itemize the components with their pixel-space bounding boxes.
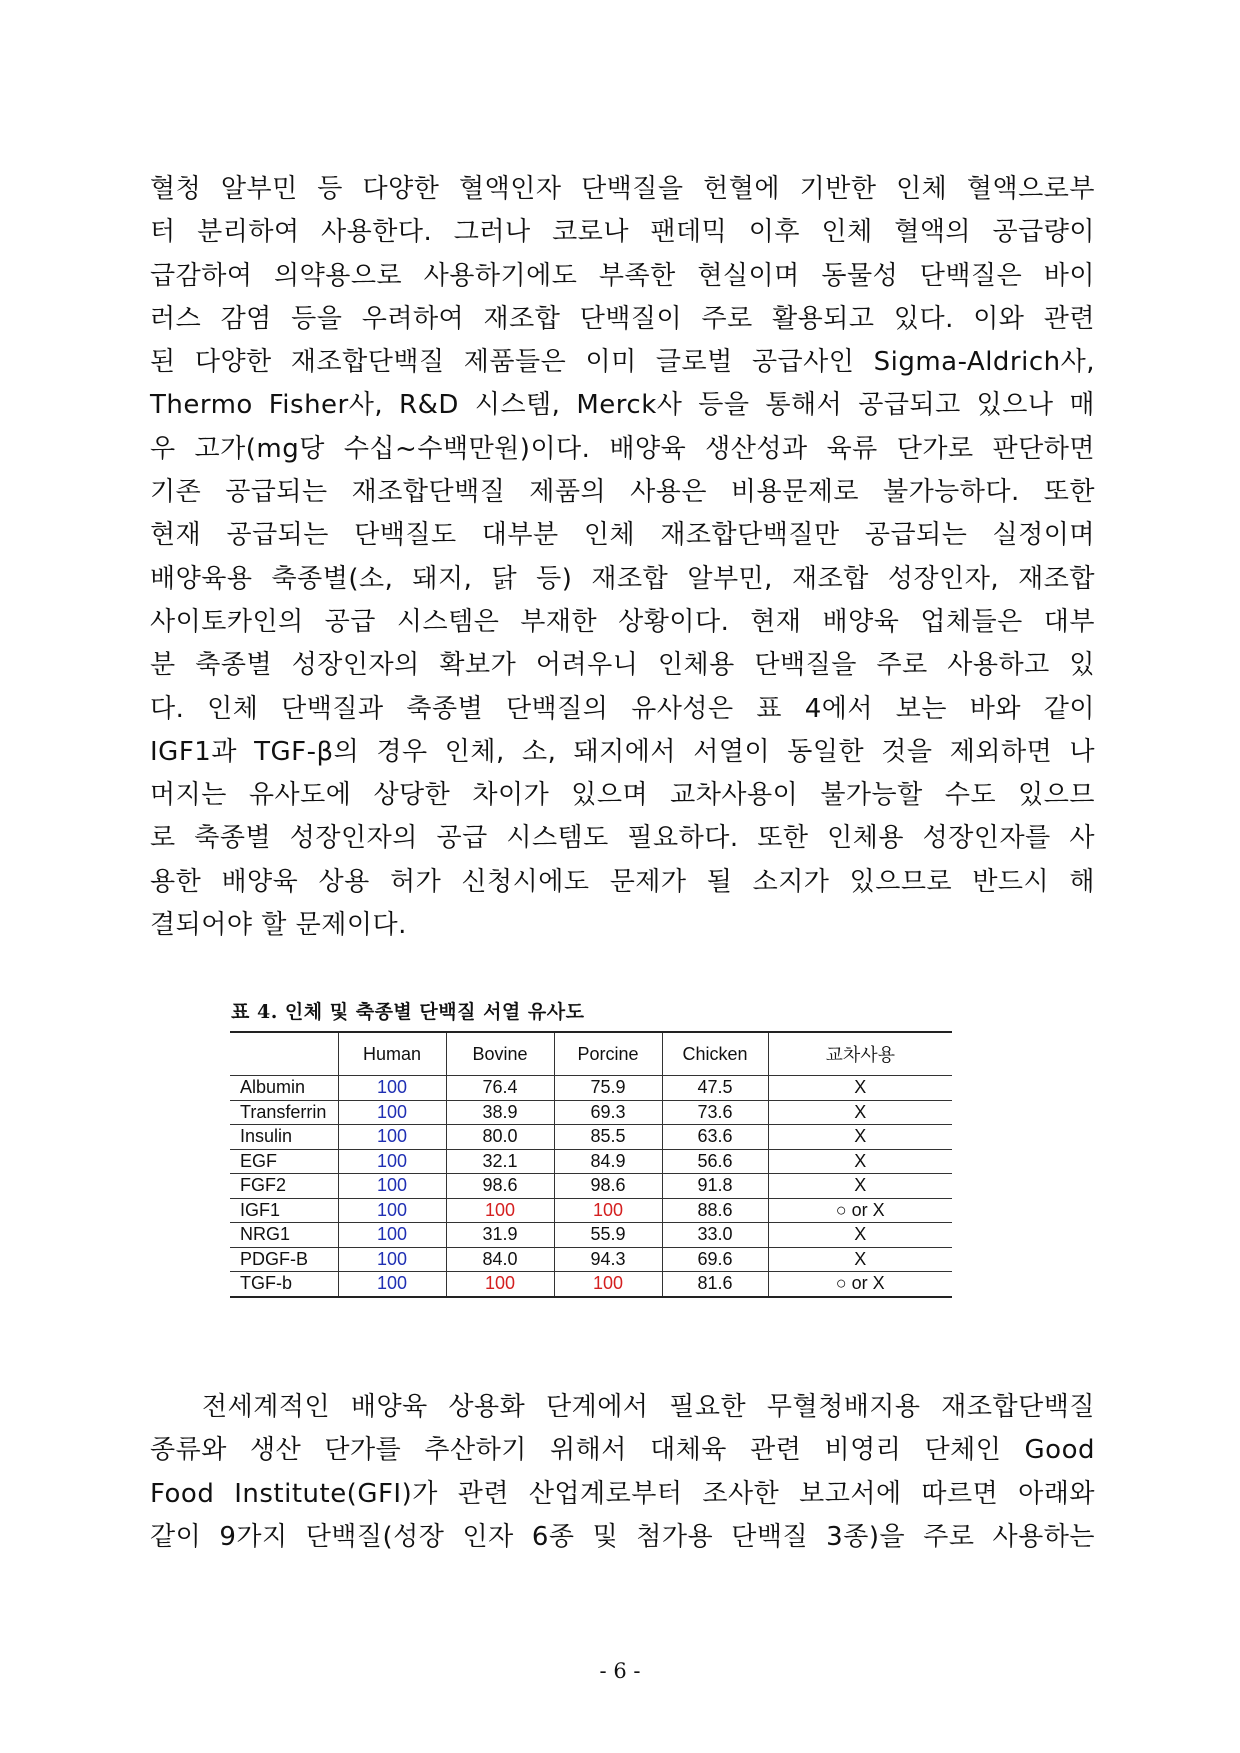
paragraph-line: 분 축종별 성장인자의 확보가 어려우니 인체용 단백질을 주로 사용하고 있 bbox=[150, 650, 1095, 681]
paragraph-line: 용한 배양육 상용 허가 신청시에도 문제가 될 소지가 있으므로 반드시 해 bbox=[150, 866, 1095, 897]
cell-cross-use: X bbox=[768, 1223, 952, 1248]
cell-bovine: 100 bbox=[446, 1198, 554, 1223]
paragraph-line: 전세계적인 배양육 상용화 단계에서 필요한 무혈청배지용 재조합단백질 bbox=[202, 1392, 1095, 1422]
cell-protein-name: TGF-b bbox=[230, 1272, 338, 1297]
table-row bbox=[230, 1125, 952, 1150]
table-row bbox=[230, 1076, 952, 1101]
cell-chicken: 33.0 bbox=[662, 1223, 768, 1248]
cell-bovine: 84.0 bbox=[446, 1247, 554, 1272]
paragraph-line: 종류와 생산 단가를 추산하기 위해서 대체육 관련 비영리 단체인 Good bbox=[150, 1435, 1095, 1466]
cell-chicken: 56.6 bbox=[662, 1149, 768, 1174]
cell-cross-use: X bbox=[768, 1076, 952, 1101]
page-number: - 6 - bbox=[599, 1659, 641, 1683]
table-row bbox=[230, 1247, 952, 1272]
cell-porcine: 69.3 bbox=[554, 1100, 662, 1125]
paragraph-line: 같이 9가지 단백질(성장 인자 6종 및 첨가용 단백질 3종)을 주로 사용하는 bbox=[150, 1521, 1095, 1552]
cell-cross-use: X bbox=[768, 1149, 952, 1174]
paragraph-line: 로 축종별 성장인자의 공급 시스템도 필요하다. 또한 인체용 성장인자를 사 bbox=[150, 823, 1095, 854]
cell-human: 100 bbox=[338, 1223, 446, 1248]
cell-chicken: 81.6 bbox=[662, 1272, 768, 1297]
cell-bovine: 31.9 bbox=[446, 1223, 554, 1248]
paragraph-line: 된 다양한 재조합단백질 제품들은 이미 글로벌 공급사인 Sigma-Aldrich사, bbox=[150, 347, 1095, 378]
table-row bbox=[230, 1174, 952, 1199]
cell-human: 100 bbox=[338, 1247, 446, 1272]
cell-bovine: 100 bbox=[446, 1272, 554, 1297]
paragraph-line: 배양육용 축종별(소, 돼지, 닭 등) 재조합 알부민, 재조합 성장인자, 재조합 bbox=[150, 563, 1095, 594]
cell-protein-name: PDGF-B bbox=[230, 1247, 338, 1272]
cell-bovine: 32.1 bbox=[446, 1149, 554, 1174]
cell-protein-name: NRG1 bbox=[230, 1223, 338, 1248]
cell-human: 100 bbox=[338, 1198, 446, 1223]
table-row bbox=[230, 1100, 952, 1125]
paragraph-line: 결되어야 할 문제이다. bbox=[150, 910, 407, 941]
paragraph-line: IGF1과 TGF-β의 경우 인체, 소, 돼지에서 서열이 동일한 것을 제외하면 나 bbox=[150, 736, 1095, 767]
table-row bbox=[230, 1198, 952, 1223]
cell-human: 100 bbox=[338, 1149, 446, 1174]
cell-chicken: 47.5 bbox=[662, 1076, 768, 1101]
header-cell-human: Human bbox=[338, 1032, 446, 1076]
cell-chicken: 73.6 bbox=[662, 1100, 768, 1125]
paragraph-line: 혈청 알부민 등 다양한 혈액인자 단백질을 헌혈에 기반한 인체 혈액으로부 bbox=[150, 174, 1095, 204]
cell-bovine: 38.9 bbox=[446, 1100, 554, 1125]
paragraph-line: Thermo Fisher사, R&D 시스템, Merck사 등을 통해서 공급되고 있으나 매 bbox=[150, 390, 1095, 421]
body-paragraph-1 bbox=[150, 168, 1095, 947]
table-row bbox=[230, 1149, 952, 1174]
cell-human: 100 bbox=[338, 1174, 446, 1199]
cell-porcine: 84.9 bbox=[554, 1149, 662, 1174]
cell-protein-name: EGF bbox=[230, 1149, 338, 1174]
paragraph-line: 머지는 유사도에 상당한 차이가 있으며 교차사용이 불가능할 수도 있으므 bbox=[150, 780, 1095, 811]
paragraph-line: 급감하여 의약용으로 사용하기에도 부족한 현실이며 동물성 단백질은 바이 bbox=[150, 260, 1095, 291]
cell-cross-use: X bbox=[768, 1100, 952, 1125]
paragraph-line: 터 분리하여 사용한다. 그러나 코로나 팬데믹 이후 인체 혈액의 공급량이 bbox=[150, 217, 1095, 248]
cell-porcine: 94.3 bbox=[554, 1247, 662, 1272]
paragraph-line: 다. 인체 단백질과 축종별 단백질의 유사성은 표 4에서 보는 바와 같이 bbox=[150, 693, 1095, 724]
cell-porcine: 98.6 bbox=[554, 1174, 662, 1199]
cell-bovine: 98.6 bbox=[446, 1174, 554, 1199]
cell-cross-use: ○ or X bbox=[768, 1198, 952, 1223]
cell-human: 100 bbox=[338, 1100, 446, 1125]
cell-protein-name: IGF1 bbox=[230, 1198, 338, 1223]
cell-cross-use: X bbox=[768, 1247, 952, 1272]
cell-porcine: 100 bbox=[554, 1198, 662, 1223]
body-paragraph-2 bbox=[150, 1386, 1095, 1559]
cell-porcine: 55.9 bbox=[554, 1223, 662, 1248]
cell-chicken: 69.6 bbox=[662, 1247, 768, 1272]
header-cell-bovine: Bovine bbox=[446, 1032, 554, 1076]
paragraph-line: 우 고가(mg당 수십~수백만원)이다. 배양육 생산성과 육류 단가로 판단하면 bbox=[150, 433, 1095, 464]
cell-protein-name: Transferrin bbox=[230, 1100, 338, 1125]
paragraph-line: 러스 감염 등을 우려하여 재조합 단백질이 주로 활용되고 있다. 이와 관련 bbox=[150, 303, 1095, 334]
table-header-row bbox=[230, 1032, 952, 1076]
header-cell-porcine: Porcine bbox=[554, 1032, 662, 1076]
paragraph-line: 사이토카인의 공급 시스템은 부재한 상황이다. 현재 배양육 업체들은 대부 bbox=[150, 606, 1095, 637]
cell-human: 100 bbox=[338, 1076, 446, 1101]
cell-chicken: 88.6 bbox=[662, 1198, 768, 1223]
paragraph-line: Food Institute(GFI)가 관련 산업계로부터 조사한 보고서에 따르면 아래와 bbox=[150, 1478, 1095, 1509]
similarity-table bbox=[230, 1031, 952, 1298]
cell-chicken: 91.8 bbox=[662, 1174, 768, 1199]
cell-protein-name: Albumin bbox=[230, 1076, 338, 1101]
cell-protein-name: Insulin bbox=[230, 1125, 338, 1150]
cell-protein-name: FGF2 bbox=[230, 1174, 338, 1199]
cell-human: 100 bbox=[338, 1272, 446, 1297]
table-row bbox=[230, 1223, 952, 1248]
header-cell-chicken: Chicken bbox=[662, 1032, 768, 1076]
cell-human: 100 bbox=[338, 1125, 446, 1150]
cell-chicken: 63.6 bbox=[662, 1125, 768, 1150]
cell-bovine: 80.0 bbox=[446, 1125, 554, 1150]
header-cell-cross-use: 교차사용 bbox=[768, 1032, 952, 1076]
cell-cross-use: ○ or X bbox=[768, 1272, 952, 1297]
cell-porcine: 85.5 bbox=[554, 1125, 662, 1150]
paragraph-line: 기존 공급되는 재조합단백질 제품의 사용은 비용문제로 불가능하다. 또한 bbox=[150, 477, 1095, 508]
paragraph-line: 현재 공급되는 단백질도 대부분 인체 재조합단백질만 공급되는 실정이며 bbox=[150, 520, 1095, 551]
table-caption: 표 4. 인체 및 축종별 단백질 서열 유사도 bbox=[231, 1001, 585, 1023]
cell-cross-use: X bbox=[768, 1125, 952, 1150]
cell-bovine: 76.4 bbox=[446, 1076, 554, 1101]
table-row bbox=[230, 1272, 952, 1297]
cell-cross-use: X bbox=[768, 1174, 952, 1199]
header-cell bbox=[230, 1032, 338, 1076]
cell-porcine: 75.9 bbox=[554, 1076, 662, 1101]
cell-porcine: 100 bbox=[554, 1272, 662, 1297]
